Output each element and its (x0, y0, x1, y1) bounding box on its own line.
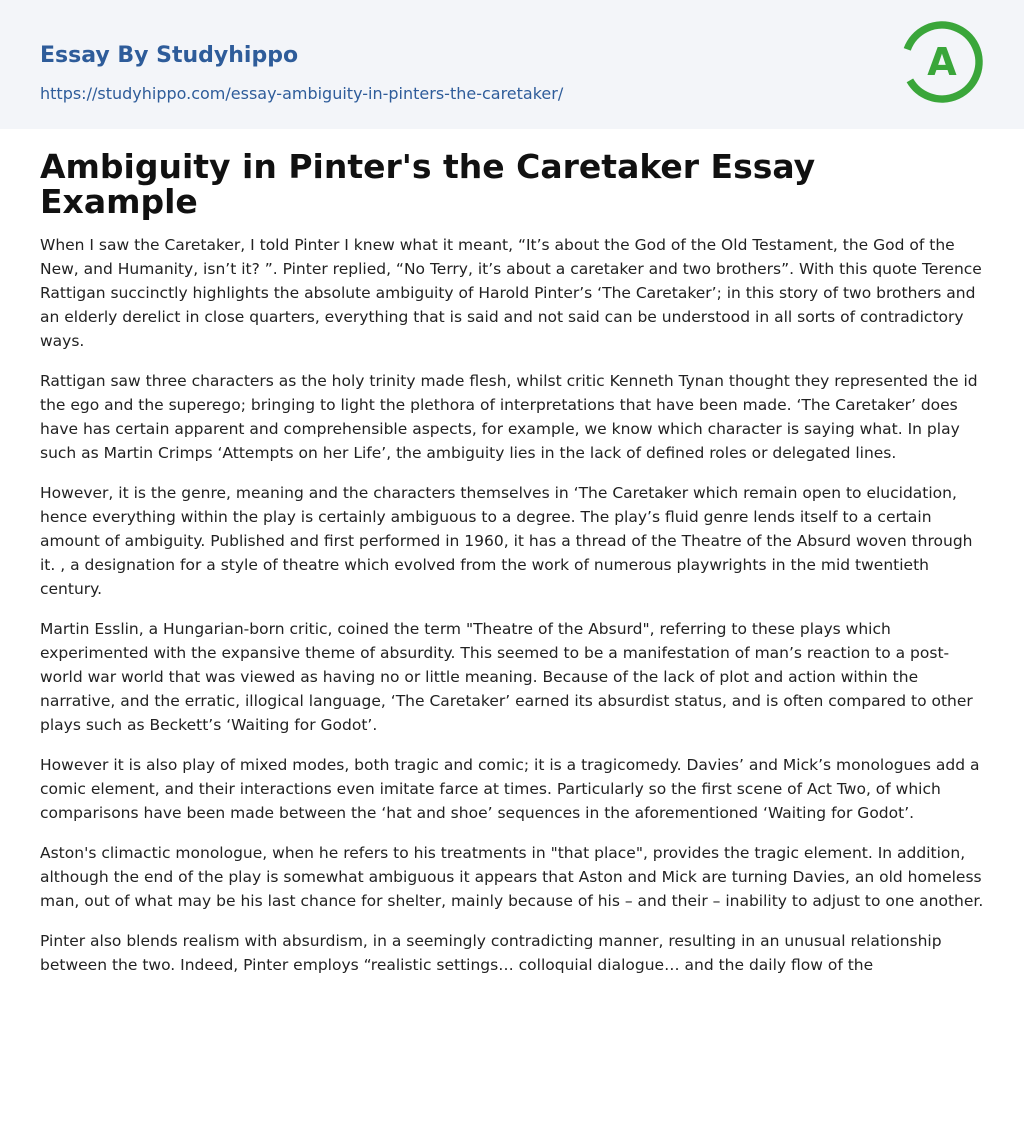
article-paragraph: However it is also play of mixed modes, both tragic and comic; it is a tragicomedy. Davies’ and Mick’s monologues add a comic element, and their interactions even imitate farce at times. Particularly so the first scene of Act Two, of which comparisons have been made between the ‘hat and shoe’ sequences in the aforementioned ‘Waiting for Godot’. (40, 756, 980, 822)
site-title[interactable]: Essay By Studyhippo (40, 43, 299, 68)
article-paragraph: Aston's climactic monologue, when he refers to his treatments in "that place", provides the tragic element. In addition, although the end of the play is somewhat ambiguous it appears that Aston and Mick are turning Davies, an old homeless man, out of what may be his last chance for shelter, mainly because of his – and their – inability to adjust to one another. (40, 844, 984, 910)
logo-letter: A (927, 40, 957, 84)
site-header (0, 0, 1024, 129)
article-url-link[interactable]: https://studyhippo.com/essay-ambiguity-in-pinters-the-caretaker/ (40, 84, 564, 103)
article (0, 129, 1024, 977)
article-paragraph: Rattigan saw three characters as the holy trinity made flesh, whilst critic Kenneth Tynan thought they represented the id the ego and the superego; bringing to light the plethora of interpretations that have been made. ‘The Caretaker’ does have has certain apparent and comprehensible aspects, for example, we know which character is saying what. In play such as Martin Crimps ‘Attempts on her Life’, the ambiguity lies in the lack of defined roles or delegated lines. (40, 372, 978, 462)
article-paragraph: Martin Esslin, a Hungarian-born critic, coined the term "Theatre of the Absurd", referring to these plays which experimented with the expansive theme of absurdity. This seemed to be a manifestation of man’s reaction to a post-world war world that was viewed as having no or little meaning. Because of the lack of plot and action within the narrative, and the erratic, illogical language, ‘The Caretaker’ earned its absurdist status, and is often compared to other plays such as Beckett’s ‘Waiting for Godot’. (40, 620, 973, 734)
studyhippo-logo-icon[interactable] (899, 19, 985, 105)
article-paragraph: However, it is the genre, meaning and the characters themselves in ‘The Caretaker which remain open to elucidation, hence everything within the play is certainly ambiguous to a degree. The play’s fluid genre lends itself to a certain amount of ambiguity. Published and first performed in 1960, it has a thread of the Theatre of the Absurd woven through it. , a designation for a style of theatre which evolved from the work of numerous playwrights in the mid twentieth century. (40, 484, 973, 598)
article-title: Ambiguity in Pinter's the Caretaker Essay Example (40, 147, 816, 221)
article-paragraph: Pinter also blends realism with absurdism, in a seemingly contradicting manner, resulting in an unusual relationship between the two. Indeed, Pinter employs “realistic settings… colloquial dialogue… and the daily flow of the (40, 932, 942, 974)
article-paragraph: When I saw the Caretaker, I told Pinter I knew what it meant, “It’s about the God of the Old Testament, the God of the New, and Humanity, isn’t it? ”. Pinter replied, “No Terry, it’s about a caretaker and two brothers”. With this quote Terence Rattigan succinctly highlights the absolute ambiguity of Harold Pinter’s ‘The Caretaker’; in this story of two brothers and an elderly derelict in close quarters, everything that is said and not said can be understood in all sorts of contradictory ways. (40, 236, 982, 350)
